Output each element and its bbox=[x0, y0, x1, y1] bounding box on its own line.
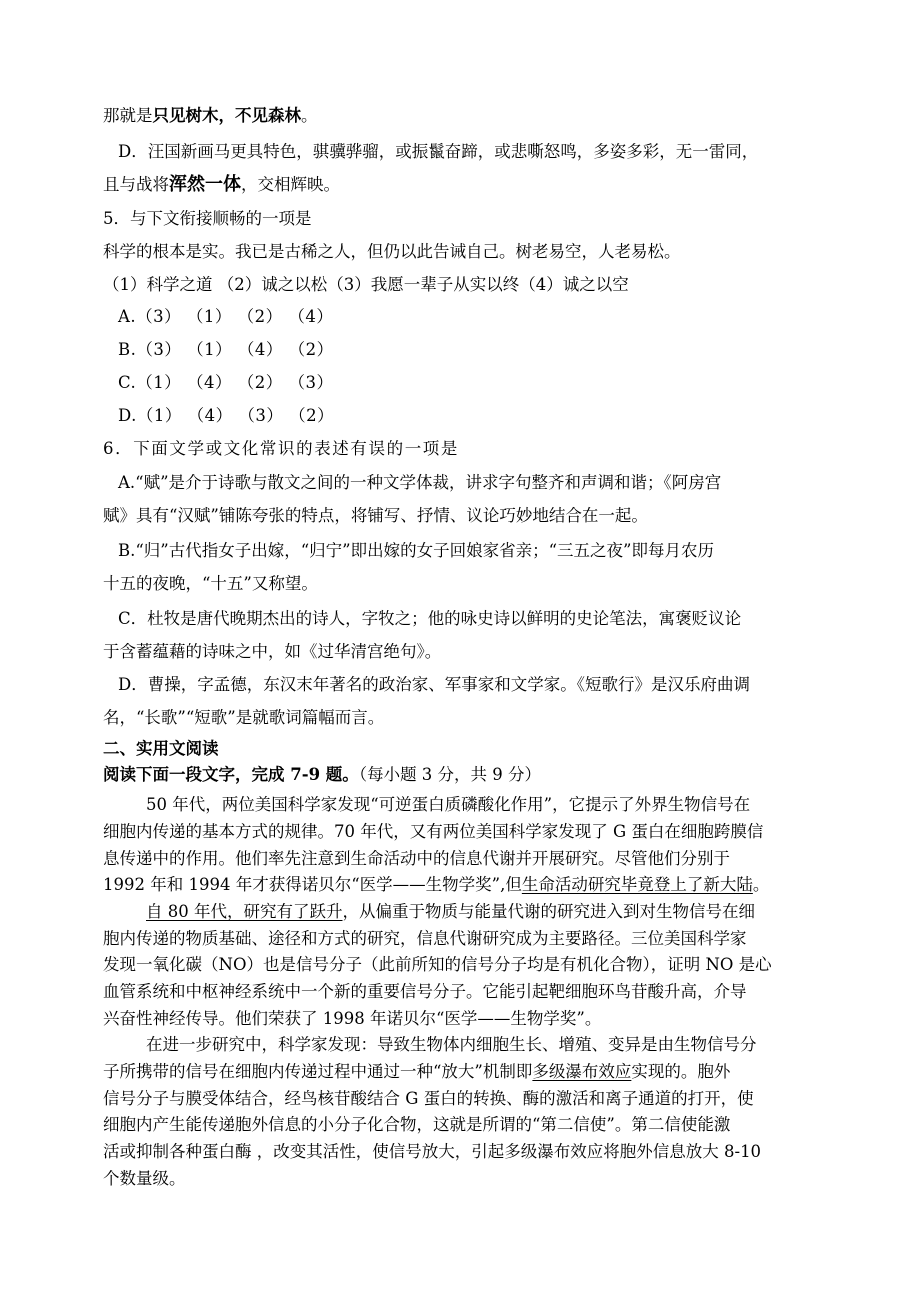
instruction-score: （每小题 3 分，共 9 分） bbox=[358, 765, 542, 784]
passage-text-end: 。 bbox=[752, 875, 770, 894]
underlined-phrase: 自 80 年代，研究有了跃升 bbox=[146, 902, 343, 921]
passage-text-end: 实现的。胞外 bbox=[631, 1062, 731, 1081]
q5-option-a: A.（3） （1） （2） （4） bbox=[118, 307, 334, 326]
passage-p2-line2: 胞内传递的物质基础、途径和方式的研究，信息代谢研究成为主要路径。三位美国科学家 bbox=[103, 929, 747, 948]
q4-option-d-text: 且与战将 bbox=[103, 175, 169, 194]
q6-option-a-line1: A.“赋”是介于诗歌与散文之间的一种文学体裁，讲求字句整齐和声调和谐；《阿房宫 bbox=[118, 473, 722, 492]
q4-bold-phrase: 只见树木，不见森林 bbox=[152, 106, 301, 125]
q6-option-c-line1: C．杜牧是唐代晚期杰出的诗人，字牧之；他的咏史诗以鲜明的史论笔法，寓褒贬议论 bbox=[118, 609, 742, 628]
q5-stem: 5．与下文衔接顺畅的一项是 bbox=[103, 209, 312, 228]
passage-p3-line1: 在进一步研究中，科学家发现：导致生物体内细胞生长、增殖、变异是由生物信号分 bbox=[146, 1035, 757, 1054]
q5-option-d: D.（1） （4） （3） （2） bbox=[118, 406, 335, 425]
passage-p2-line5: 兴奋性神经传导。他们荣获了 1998 年诺贝尔“医学——生物学奖”。 bbox=[103, 1009, 602, 1028]
q6-option-b-line1: B.“归”古代指女子出嫁，“归宁”即出嫁的女子回娘家省亲；“三五之夜”即每月农历 bbox=[118, 541, 714, 560]
q4-option-d-line2 bbox=[103, 173, 340, 197]
q4-option-d-line1: D．汪国新画马更具特色，骐骥骅骝，或振鬣奋蹄，或悲嘶怒鸣，多姿多彩，无一雷同， bbox=[118, 142, 759, 161]
q5-option-c: C.（1） （4） （2） （3） bbox=[118, 373, 334, 392]
q5-items: （1）科学之道 （2）诚之以松（3）我愿一辈子从实以终（4）诚之以空 bbox=[103, 275, 629, 294]
reading-instruction bbox=[103, 763, 541, 787]
q6-option-d-line1: D．曹操，字孟德，东汉末年著名的政治家、军事家和文学家。《短歌行》是汉乐府曲调 bbox=[118, 675, 750, 694]
passage-p3-line2 bbox=[103, 1060, 730, 1084]
passage-p2-line3: 发现一氧化碳（NO）也是信号分子（此前所知的信号分子均是有机化合物），证明 NO 是心 bbox=[103, 955, 772, 974]
q6-option-c-line2: 于含蓄蕴藉的诗味之中，如《过华清宫绝句》。 bbox=[103, 642, 442, 661]
section-heading: 二、实用文阅读 bbox=[103, 739, 219, 758]
q4-option-d-text-end: ，交相辉映。 bbox=[241, 175, 340, 194]
passage-p3-line6: 个数量级。 bbox=[103, 1169, 186, 1188]
passage-p1-line1: 50 年代，两位美国科学家发现“可逆蛋白质磷酸化作用”，它提示了外界生物信号在 bbox=[146, 795, 751, 814]
q6-option-a-line2: 赋》具有“汉赋”铺陈夸张的特点，将铺写、抒情、议论巧妙地结合在一起。 bbox=[103, 506, 648, 525]
q4-text: 那就是 bbox=[103, 106, 153, 125]
instruction-bold: 阅读下面一段文字，完成 7-9 题。 bbox=[103, 765, 359, 784]
q5-option-b: B.（3） （1） （4） （2） bbox=[118, 340, 334, 359]
passage-p1-line4 bbox=[103, 873, 769, 897]
passage-p1-line2: 细胞内传递的基本方式的规律。70 年代，又有两位美国科学家发现了 G 蛋白在细胞跨膜信 bbox=[103, 822, 764, 841]
passage-text: ，从偏重于物质与能量代谢的研究进入到对生物信号在细 bbox=[342, 902, 755, 921]
passage-text: 1992 年和 1994 年才获得诺贝尔“医学——生物学奖”,但 bbox=[103, 875, 522, 894]
passage-p3-line3: 信号分子与膜受体结合，经鸟核苷酸结合 G 蛋白的转换、酶的激活和离子通道的打开，使 bbox=[103, 1089, 754, 1108]
q4-text-end: 。 bbox=[301, 106, 318, 125]
q6-stem: 6．下面文学或文化常识的表述有误的一项是 bbox=[103, 439, 459, 458]
q4-option-d-bold-phrase: 浑然一体 bbox=[169, 174, 241, 195]
passage-text: 子所携带的信号在细胞内传递过程中通过一种“放大”机制即 bbox=[103, 1062, 533, 1081]
q6-option-b-line2: 十五的夜晚，“十五”又称望。 bbox=[103, 574, 318, 593]
passage-p3-line5: 活或抑制各种蛋白酶 ，改变其活性，使信号放大，引起多级瀑布效应将胞外信息放大 8-10 bbox=[103, 1142, 762, 1161]
passage-p3-line4: 细胞内产生能传递胞外信息的小分子化合物，这就是所谓的“第二信使”。第二信使能激 bbox=[103, 1115, 731, 1134]
q6-option-d-line2: 名，“长歌”“短歌”是就歌词篇幅而言。 bbox=[103, 708, 385, 727]
passage-p2-line1 bbox=[146, 900, 755, 924]
underlined-phrase: 生命活动研究毕竟登上了新大陆 bbox=[521, 875, 753, 894]
passage-p1-line3: 息传递中的作用。他们率先注意到生命活动中的信息代谢并开展研究。尽管他们分别于 bbox=[103, 849, 730, 868]
q4-continuation-line bbox=[103, 104, 318, 128]
q5-passage: 科学的根本是实。我已是古稀之人，但仍以此告诫自己。树老易空，人老易松。 bbox=[103, 242, 681, 261]
underlined-phrase: 多级瀑布效应 bbox=[532, 1062, 632, 1081]
passage-p2-line4: 血管系统和中枢神经系统中一个新的重要信号分子。它能引起靶细胞环鸟苷酸升高，介导 bbox=[103, 982, 747, 1001]
